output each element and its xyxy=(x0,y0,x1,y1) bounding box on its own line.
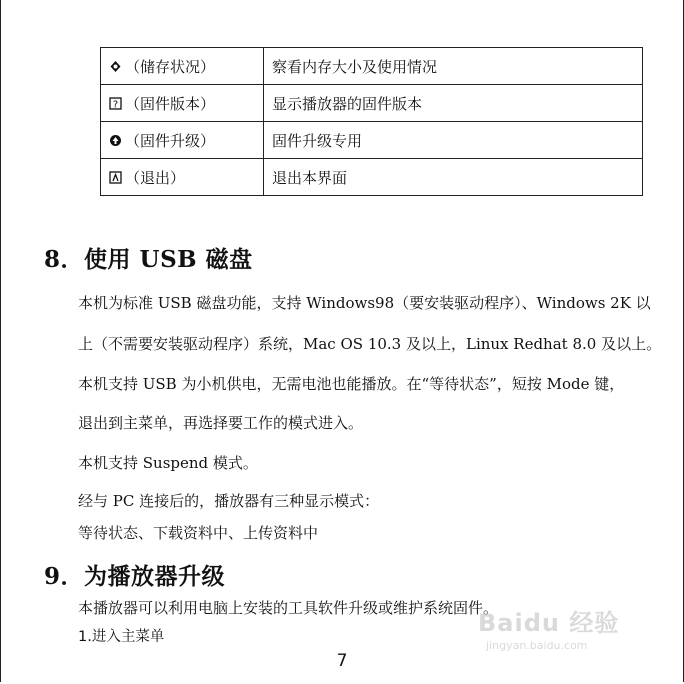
table-cell-desc: 退出本界面 xyxy=(264,159,643,196)
paragraph-line: 经与 PC 连接后的，播放器有三种显示模式： xyxy=(78,492,380,510)
table-cell-desc: 显示播放器的固件版本 xyxy=(264,85,643,122)
section-8-heading: 8．使用 USB 磁盘 xyxy=(44,246,253,273)
question-box-icon xyxy=(109,97,122,110)
row-label: （退出） xyxy=(125,168,186,187)
storage-status-icon xyxy=(109,60,122,73)
paragraph-line: 上（不需要安装驱动程序）系统，Mac OS 10.3 及以上，Linux Redhat 8.0 及以上。 xyxy=(78,335,662,353)
svg-text:?: ? xyxy=(112,99,119,110)
table-cell-label xyxy=(101,48,264,85)
function-table xyxy=(100,47,643,196)
watermark-logo xyxy=(478,603,678,663)
table-cell-label xyxy=(101,122,264,159)
page-number: 7 xyxy=(336,651,348,671)
paragraph-line: 本机支持 Suspend 模式。 xyxy=(78,454,258,472)
table-row xyxy=(101,122,643,159)
table-cell-desc: 察看内存大小及使用情况 xyxy=(264,48,643,85)
watermark-url: jingyan.baidu.com xyxy=(486,639,588,652)
paragraph-line: 退出到主菜单，再选择要工作的模式进入。 xyxy=(78,414,364,432)
paragraph-line: 本机支持 USB 为小机供电，无需电池也能播放。在“等待状态”，短按 Mode 键， xyxy=(78,375,625,393)
firmware-upgrade-icon xyxy=(109,134,122,147)
paragraph-line: 本播放器可以利用电脑上安装的工具软件升级或维护系统固件。 xyxy=(78,599,499,617)
table-cell-label xyxy=(101,85,264,122)
row-label: （固件升级） xyxy=(125,131,216,150)
table-cell-desc: 固件升级专用 xyxy=(264,122,643,159)
row-label: （固件版本） xyxy=(125,94,216,113)
paragraph-line: 等待状态、下载资料中、上传资料中 xyxy=(78,524,319,542)
exit-box-icon xyxy=(109,171,122,184)
paragraph-line: 本机为标准 USB 磁盘功能，支持 Windows98（要安装驱动程序）、Windows 2K 以 xyxy=(78,294,651,312)
table-row xyxy=(101,159,643,196)
table-row xyxy=(101,85,643,122)
table-row xyxy=(101,48,643,85)
row-label: （储存状况） xyxy=(125,57,216,76)
table-cell-label xyxy=(101,159,264,196)
paragraph-line: 1.进入主菜单 xyxy=(78,629,165,645)
section-9-heading: 9．为播放器升级 xyxy=(44,563,226,590)
watermark-text: Baidu 经验 xyxy=(478,609,620,637)
